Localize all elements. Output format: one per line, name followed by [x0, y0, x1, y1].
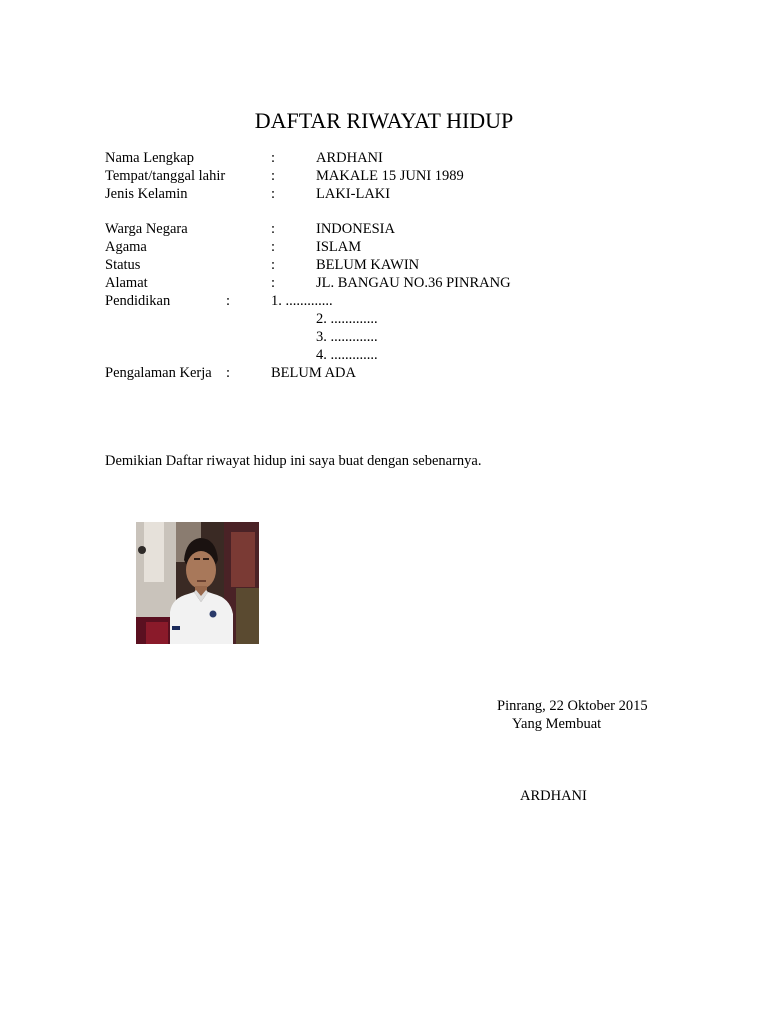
separator-agama: : — [271, 239, 276, 255]
pendidikan-item-2: 2. ............. — [316, 311, 378, 327]
label-ttl: Tempat/tanggal lahir — [105, 168, 226, 184]
separator-nama: : — [271, 150, 276, 166]
value-pengalaman-kerja: BELUM ADA — [271, 365, 356, 381]
label-nama: Nama Lengkap — [105, 150, 194, 166]
separator-ttl: : — [271, 168, 276, 184]
value-status: BELUM KAWIN — [316, 257, 420, 273]
separator-pendidikan: : — [226, 293, 231, 309]
document-title: DAFTAR RIWAYAT HIDUP — [254, 108, 514, 133]
label-jenis-kelamin: Jenis Kelamin — [105, 186, 188, 202]
label-warga-negara: Warga Negara — [105, 221, 188, 237]
signature-name: ARDHANI — [520, 788, 587, 804]
label-pendidikan: Pendidikan — [105, 293, 171, 309]
label-alamat: Alamat — [105, 275, 148, 291]
separator-status: : — [271, 257, 276, 273]
pendidikan-item-1: 1. ............. — [271, 293, 333, 309]
value-agama: ISLAM — [316, 239, 362, 255]
value-nama: ARDHANI — [316, 150, 383, 166]
label-status: Status — [105, 257, 141, 273]
value-jenis-kelamin: LAKI-LAKI — [316, 186, 391, 202]
separator-alamat: : — [271, 275, 276, 291]
separator-pengalaman-kerja: : — [226, 365, 231, 381]
pendidikan-item-3: 3. ............. — [316, 329, 378, 345]
closing-statement: Demikian Daftar riwayat hidup ini saya buat dengan sebenarnya. — [105, 453, 482, 469]
value-warga-negara: INDONESIA — [316, 221, 395, 237]
signature-place-date: Pinrang, 22 Oktober 2015 — [497, 698, 648, 714]
separator-warga-negara: : — [271, 221, 276, 237]
separator-jenis-kelamin: : — [271, 186, 276, 202]
value-alamat: JL. BANGAU NO.36 PINRANG — [316, 275, 511, 291]
pendidikan-item-4: 4. ............. — [316, 347, 378, 363]
label-pengalaman-kerja: Pengalaman Kerja — [105, 365, 212, 381]
profile-photo — [136, 522, 259, 644]
value-ttl: MAKALE 15 JUNI 1989 — [316, 168, 464, 184]
label-agama: Agama — [105, 239, 147, 255]
signature-role: Yang Membuat — [512, 716, 602, 732]
